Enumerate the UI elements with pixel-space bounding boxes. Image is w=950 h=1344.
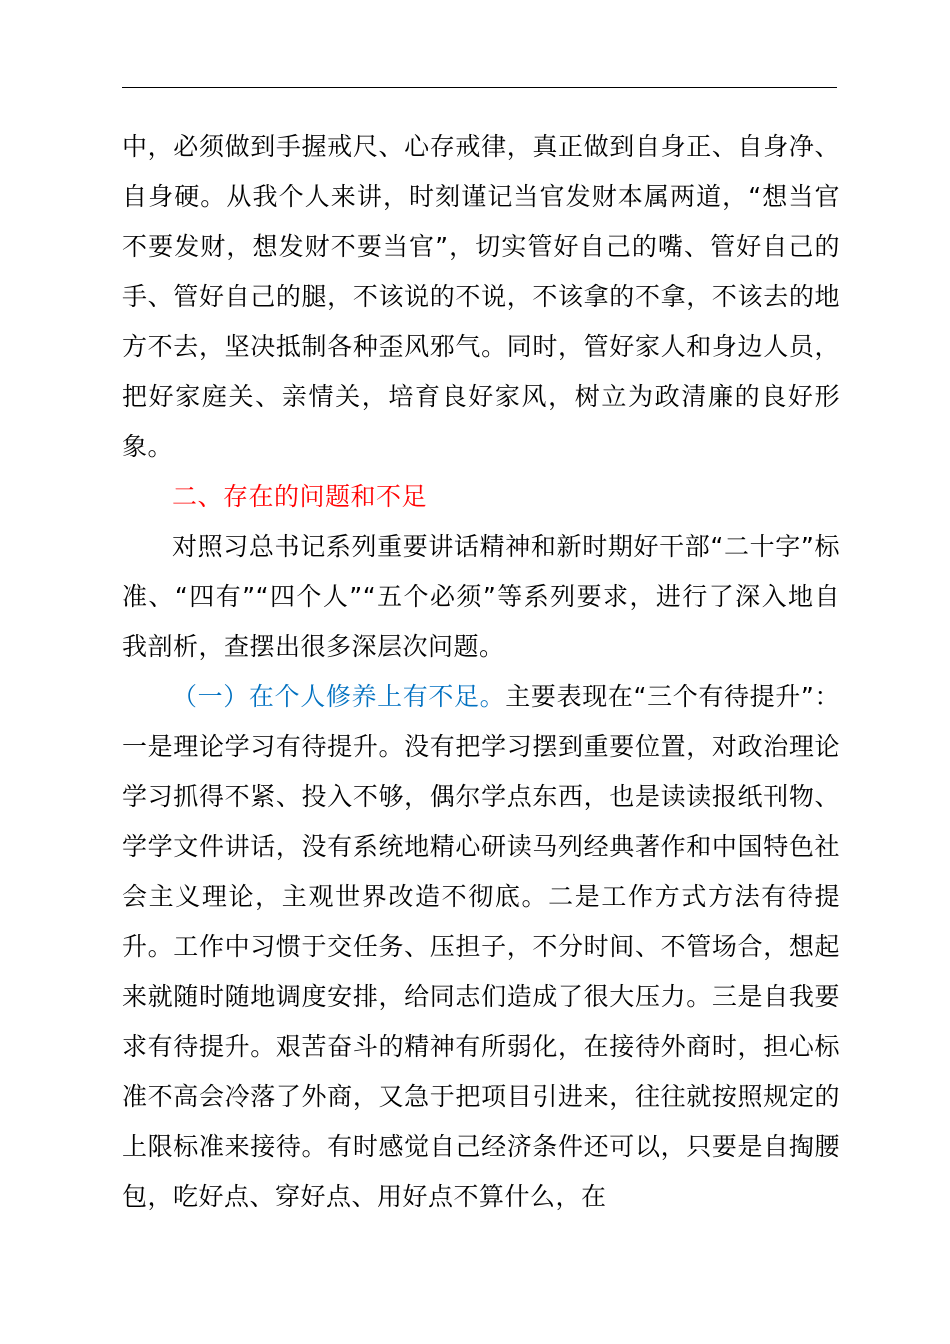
subsection-1-title: （一）在个人修养上有不足。 [172, 682, 506, 711]
paragraph-continuation: 中，必须做到手握戒尺、心存戒律，真正做到自身正、自身净、自身硬。从我个人来讲，时刻谨记当官发财本属两道，“想当官不要发财，想发财不要当官”，切实管好自己的嘴、管好自己的手、管好自己的腿，不该说的不说，不该拿的不拿，不该去的地方不去，坚决抵制各种歪风邪气。同时，管好家人和身边人员，把好家庭关、亲情关，培育良好家风，树立为政清廉的良好形象。 [122, 132, 840, 461]
paragraph-subsection-1 [122, 672, 840, 1222]
document-body [122, 122, 840, 1222]
subsection-1-text: 主要表现在“三个有待提升”：一是理论学习有待提升。没有把学习摆到重要位置，对政治理论学习抓得不紧、投入不够，偶尔学点东西，也是读读报纸刊物、学学文件讲话，没有系统地精心研读马列经典著作和中国特色社会主义理论，主观世界改造不彻底。二是工作方式方法有待提升。工作中习惯于交任务、压担子，不分时间、不管场合，想起来就随时随地调度安排，给同志们造成了很大压力。三是自我要求有待提升。艰苦奋斗的精神有所弱化，在接待外商时，担心标准不高会冷落了外商，又急于把项目引进来，往往就按照规定的上限标准来接待。有时感觉自己经济条件还可以，只要是自掏腰包，吃好点、穿好点、用好点不算什么，在 [122, 682, 840, 1211]
header-rule [122, 87, 837, 88]
paragraph-self-analysis: 对照习总书记系列重要讲话精神和新时期好干部“二十字”标准、“四有”“四个人”“五个必须”等系列要求，进行了深入地自我剖析，查摆出很多深层次问题。 [122, 532, 840, 661]
section-heading-2: 二、存在的问题和不足 [172, 482, 428, 511]
